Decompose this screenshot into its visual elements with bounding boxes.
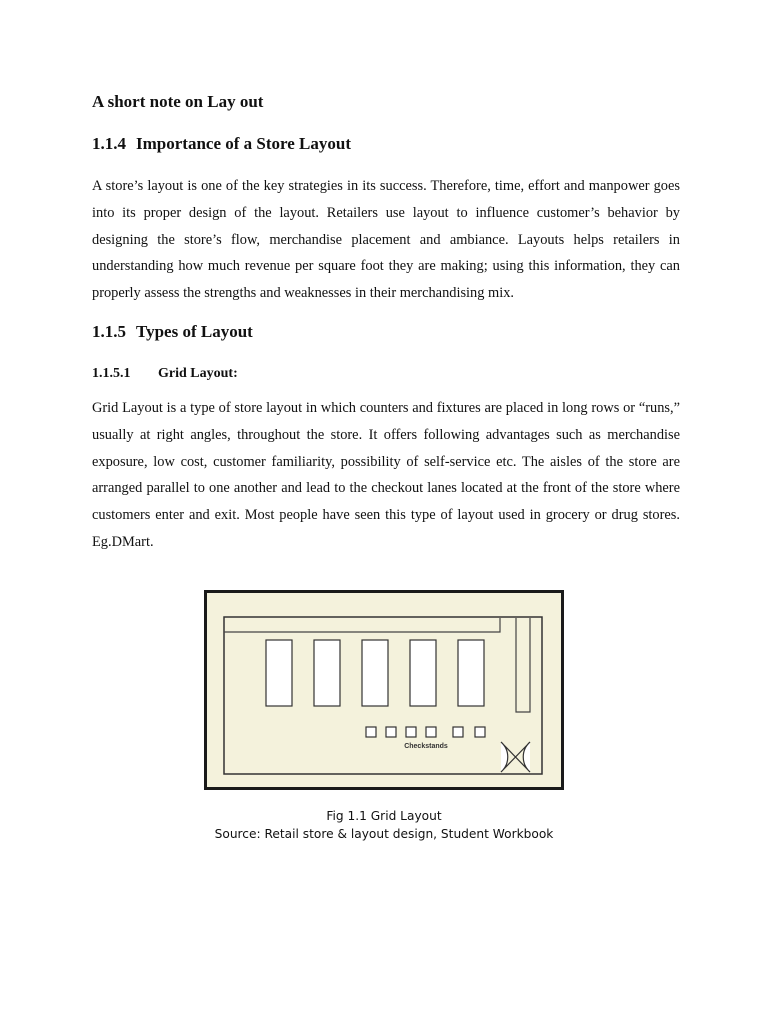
section-heading-importance	[92, 134, 351, 154]
section-title: Types of Layout	[136, 322, 253, 341]
checkstand	[453, 727, 463, 737]
checkstand	[426, 727, 436, 737]
gondola-fixture	[410, 640, 436, 706]
section-heading-types	[92, 322, 253, 342]
section-title: Importance of a Store Layout	[136, 134, 351, 153]
gondola-fixture	[266, 640, 292, 706]
subsection-title: Grid Layout:	[158, 366, 238, 381]
grid-layout-figure	[204, 590, 564, 790]
checkstand	[475, 727, 485, 737]
paragraph-grid-layout: Grid Layout is a type of store layout in which counters and fixtures are placed in long rows or “runs,” usually at right angles, throughout the store. It offers following advantages such as merchandise exposure, low cost, customer familiarity, possibility of self-service etc. The aisles of the store are arranged parallel to one another and lead to the checkout lanes located at the front of the store where customers enter and exit. Most people have seen this type of layout used in grocery or drug stores. Eg.DMart.	[92, 400, 680, 550]
page-heading: A short note on Lay out	[92, 92, 264, 111]
paragraph-store-layout: A store’s layout is one of the key strategies in its success. Therefore, time, effort and manpower goes into its proper design of the layout. Retailers use layout to influence customer’s behavior by designing the store’s flow, merchandise placement and ambiance. Layouts helps retailers in understanding how much revenue per square foot they are making; using this information, they can properly assess the strengths and weaknesses in their merchandising mix.	[92, 178, 680, 302]
subsection-heading-grid	[92, 366, 238, 382]
checkstand	[366, 727, 376, 737]
section-number: 1.1.5	[92, 322, 126, 341]
gondola-fixture	[362, 640, 388, 706]
figure-source: Source: Retail store & layout design, Student Workbook	[214, 827, 554, 841]
checkstands-label: Checkstands	[404, 743, 448, 750]
store-floorplan-diagram	[204, 590, 564, 790]
subsection-number: 1.1.5.1	[92, 366, 131, 381]
checkstand	[386, 727, 396, 737]
gondola-fixture	[458, 640, 484, 706]
figure-caption: Fig 1.1 Grid Layout	[326, 809, 442, 823]
checkstand	[406, 727, 416, 737]
section-number: 1.1.4	[92, 134, 126, 153]
gondola-fixture	[314, 640, 340, 706]
